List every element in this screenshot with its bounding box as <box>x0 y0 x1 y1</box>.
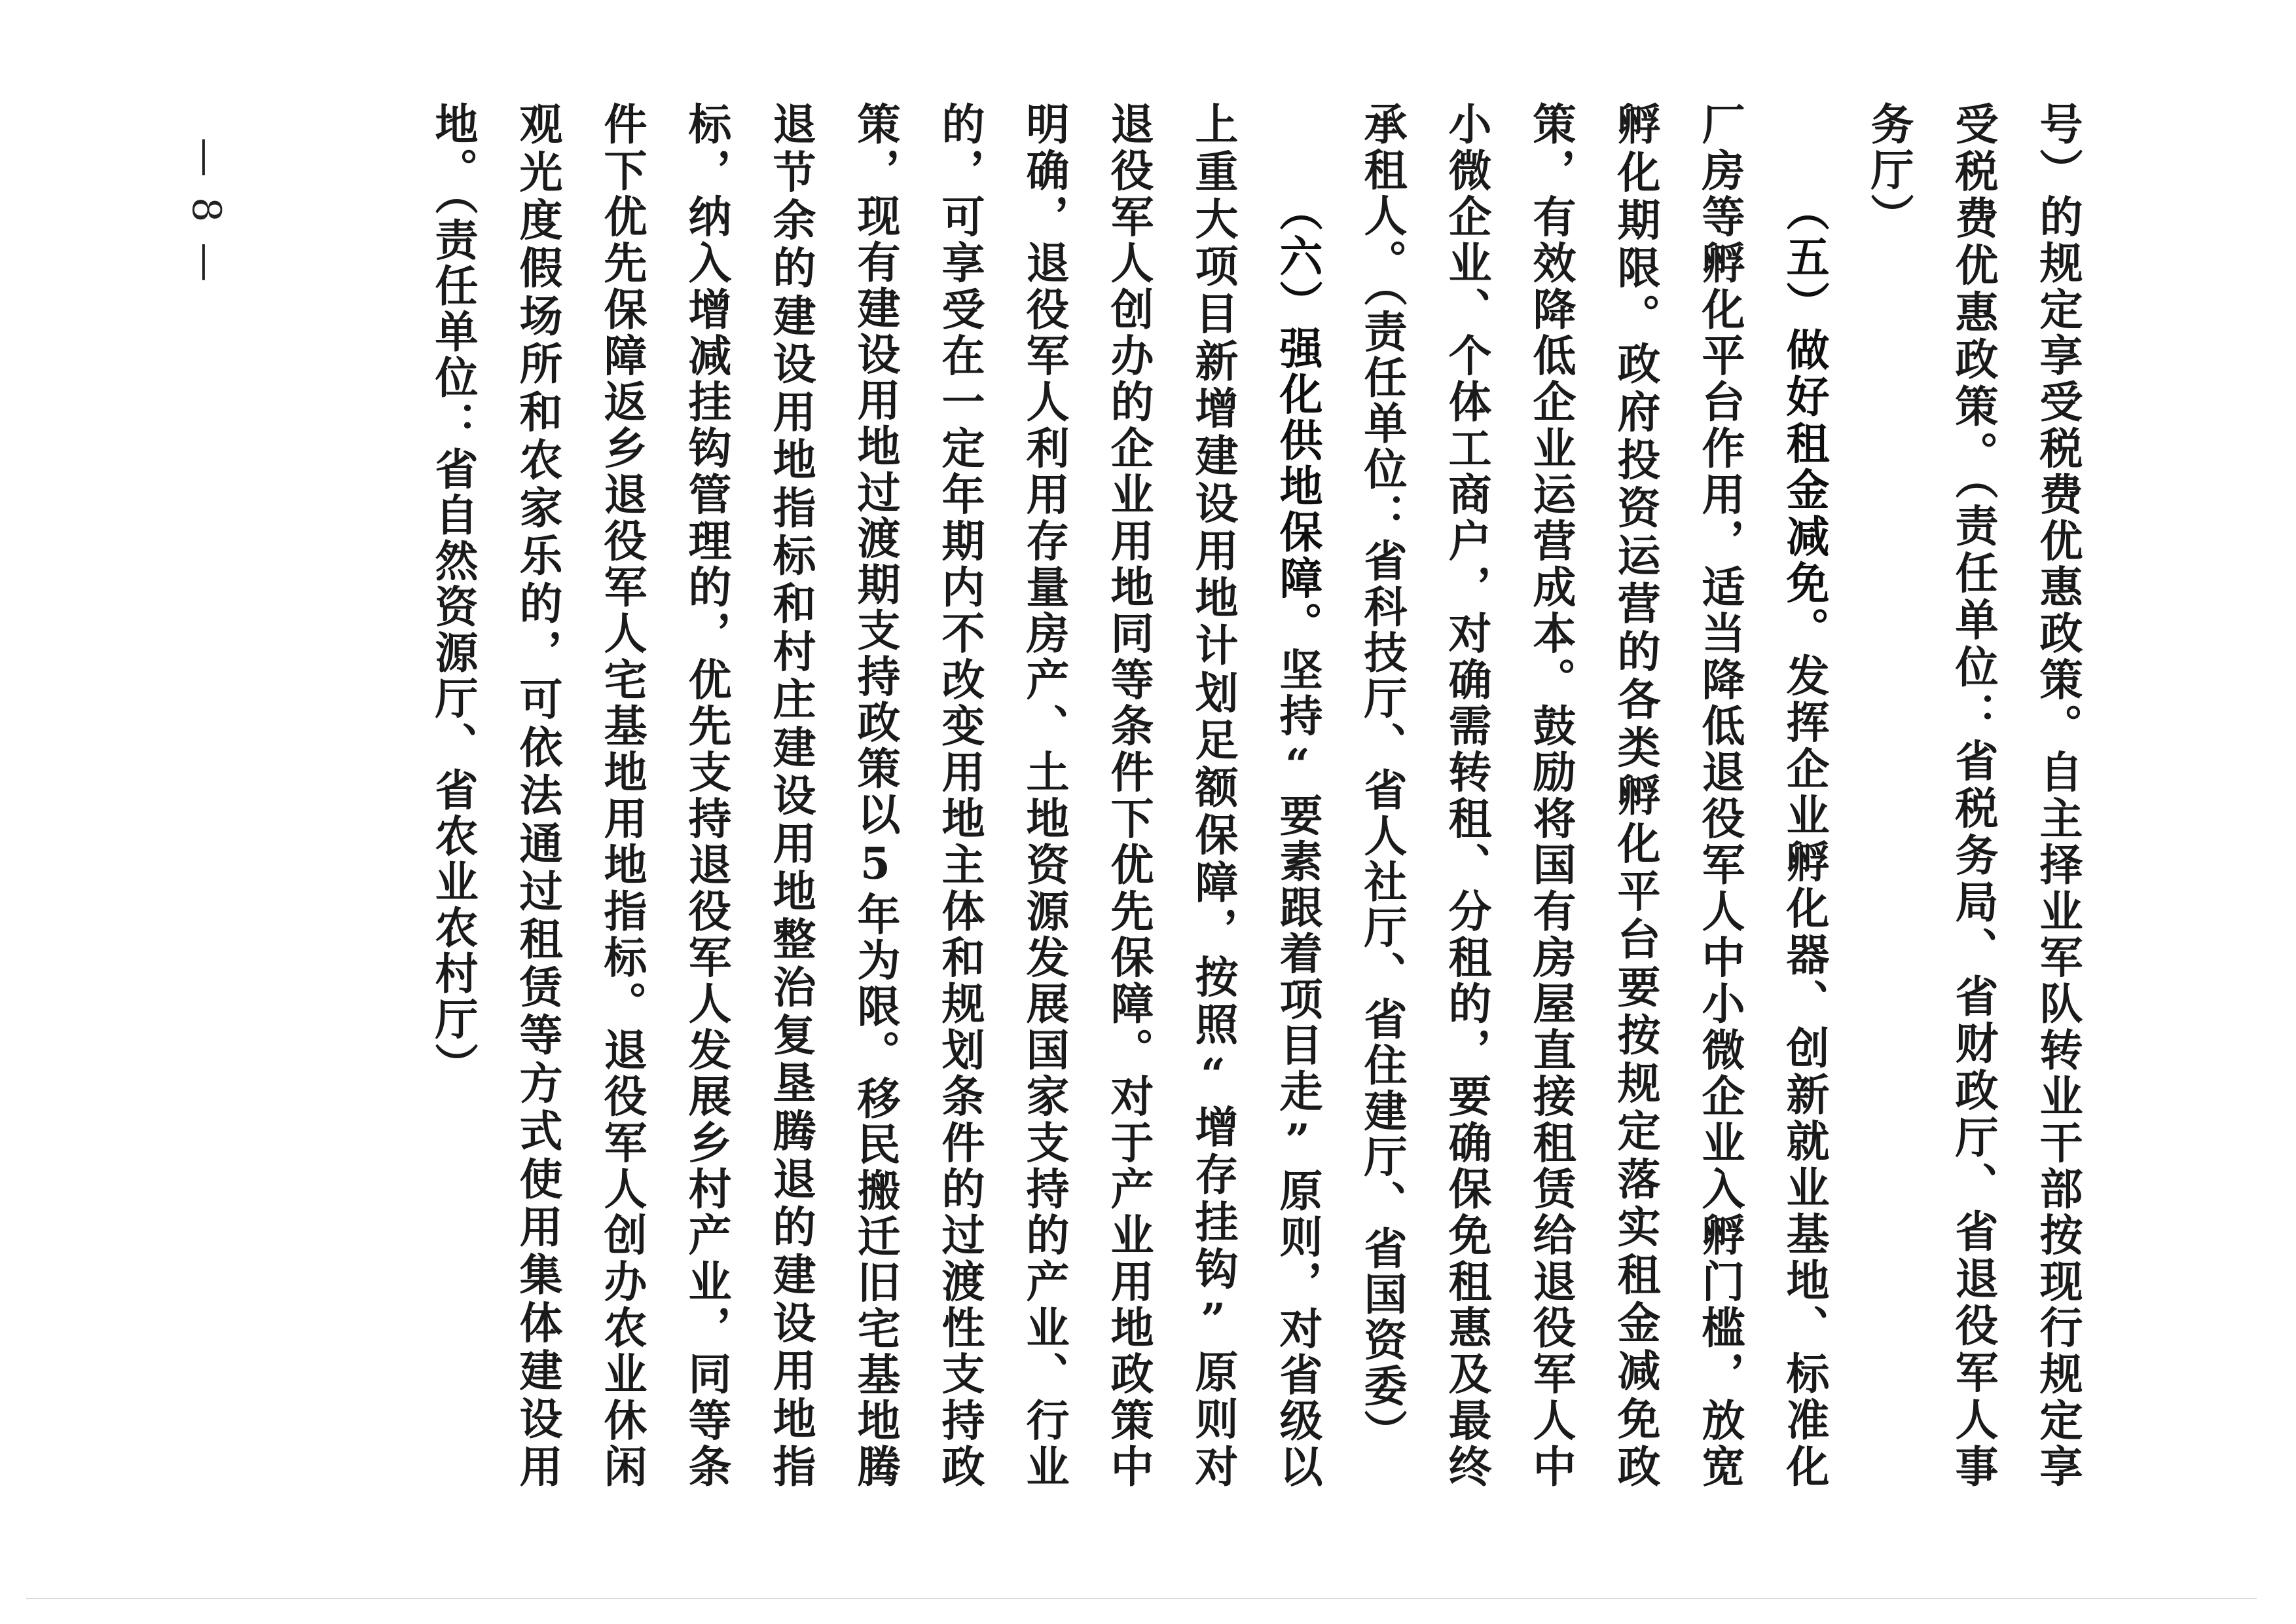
paragraph-2-text: 发挥企业孵化器、创新就业基地、标准化厂房等孵化平台作用，适当降低退役军人中小微企业入孵门槛，放宽孵化期限。政府投资运营的各类孵化平台要按规定落实租金减免政策，有效降低企业运营成本。鼓励将国有房屋直接租赁给退役军人中小微企业、个体工商户，对确需转租、分租的，要确保免租惠及最终承租人。（责任单位：省科技厅、省人社厅、省住建厅、省国资委） <box>1357 101 1830 1490</box>
scan-edge-line <box>26 1598 2257 1599</box>
body-text <box>410 101 2100 1490</box>
paragraph-2 <box>1339 101 1846 1490</box>
paragraph-1-text: 号）的规定享受税费优惠政策。自主择业军队转业干部按现行规定享受税费优惠政策。（责任单位：省税务局、省财政厅、省退役军人事务厅） <box>1863 101 2083 1490</box>
section-heading-5: （五）做好租金减免。 <box>1779 188 1830 654</box>
paragraph-1 <box>1846 101 2100 1490</box>
paragraph-3-text: 坚持“要素跟着项目走”原则，对省级以上重大项目新增建设用地计划足额保障，按照“增存挂钩”原则对退役军人创办的企业用地同等条件下优先保障。对于产业用地政策中明确，退役军人利用存量房产、土地资源发展国家支持的产业、行业的，可享受在一定年期内不改变用地主体和规划条件的过渡性支持政策，现有建设用地过渡期支持政策以5年为限。移民搬迁旧宅基地腾退节余的建设用地指标和村庄建设用地整治复垦腾退的建设用地指标，纳入增减挂钩管理的，优先支持退役军人发展乡村产业，同等条件下优先保障返乡退役军人宅基地用地指标。退役军人创办农业休闲观光度假场所和农家乐的，可依法通过租赁等方式使用集体建设用地。（责任单位：省自然资源厅、省农业农村厅） <box>428 101 1323 1490</box>
paragraph-3 <box>410 101 1339 1490</box>
page-number: — 8 — <box>183 138 229 286</box>
section-heading-6: （六）强化供地保障。 <box>1272 188 1323 648</box>
